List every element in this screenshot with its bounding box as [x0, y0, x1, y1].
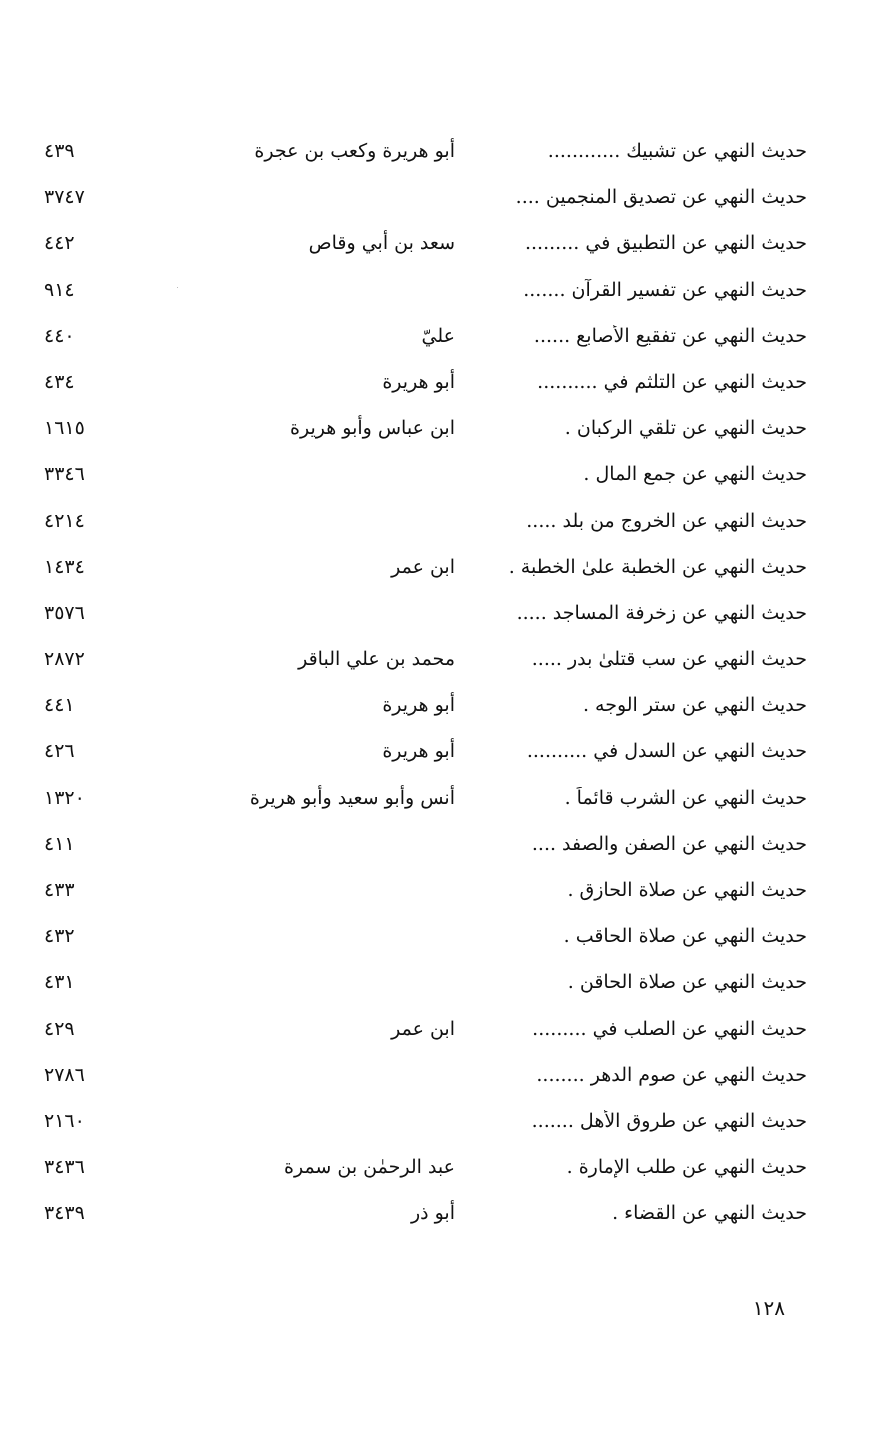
index-row [0, 917, 891, 963]
narrator-name: عليّ [421, 324, 455, 347]
narrator-name: ابن عمر [391, 555, 455, 578]
hadith-title: حديث النهي عن الصفن والصفد .... [531, 832, 807, 855]
index-row [0, 1194, 891, 1240]
hadith-title: حديث النهي عن الخروج من بلد ..... [526, 509, 807, 532]
hadith-title: حديث النهي عن تصديق المنجمين .... [515, 186, 807, 209]
index-row [0, 779, 891, 825]
hadith-number: ٣٤٣٦ [44, 1156, 85, 1179]
hadith-number: ١٣٢٠ [44, 786, 85, 809]
narrator-name: ابن عباس وأبو هريرة [290, 417, 455, 440]
hadith-title: حديث النهي عن طروق الأهل ....... [531, 1109, 807, 1132]
hadith-title: حديث النهي عن السدل في .......... [526, 740, 807, 763]
narrator-name: ابن عمر [391, 1017, 455, 1040]
narrator-name: أبو هريرة [382, 740, 455, 763]
hadith-number: ٣٤٣٩ [44, 1202, 85, 1225]
hadith-number: ٤٢٦ [44, 740, 75, 763]
hadith-number: ٤٤٠ [44, 324, 75, 347]
index-row [0, 548, 891, 594]
hadith-number: ٤٢١٤ [44, 509, 85, 532]
hadith-title: حديث النهي عن صلاة الحازق . [567, 879, 807, 901]
hadith-number: ٤٤٢ [44, 232, 75, 255]
hadith-number: ٤٣١ [44, 971, 75, 994]
index-row [0, 1102, 891, 1148]
hadith-title: حديث النهي عن التلثم في .......... [537, 370, 807, 393]
narrator-name: أبو هريرة وكعب بن عجرة [254, 140, 455, 162]
page-number: ١٢٨ [752, 1296, 785, 1320]
index-row [0, 594, 891, 640]
hadith-title: حديث النهي عن تفسير القرآن ....... [523, 278, 807, 301]
hadith-number: ٤٤١ [44, 694, 75, 717]
hadith-title: حديث النهي عن تفقيع الأصابع ...... [533, 324, 807, 347]
index-row [0, 502, 891, 548]
index-row [0, 825, 891, 871]
hadith-title: حديث النهي عن صلاة الحاقن . [567, 971, 807, 994]
hadith-title: حديث النهي عن طلب الإمارة . [566, 1156, 807, 1179]
hadith-title: حديث النهي عن الشرب قائماً . [564, 786, 807, 809]
index-row [0, 1010, 891, 1056]
index-row [0, 363, 891, 409]
narrator-name: محمد بن علي الباقر [298, 648, 455, 671]
hadith-number: ٤٣٢ [44, 925, 75, 948]
index-row [0, 317, 891, 363]
hadith-number: ١٤٣٤ [44, 555, 85, 578]
hadith-number: ١٦١٥ [44, 417, 85, 440]
hadith-title: حديث النهي عن الخطبة علىٰ الخطبة . [508, 555, 807, 578]
index-row [0, 686, 891, 732]
index-row [0, 640, 891, 686]
hadith-title: حديث النهي عن القضاء . [612, 1202, 807, 1225]
hadith-title: حديث النهي عن صوم الدهر ........ [536, 1063, 807, 1086]
hadith-title: حديث النهي عن تشبيك ............ [547, 140, 807, 162]
hadith-number: ٢٧٨٦ [44, 1063, 85, 1086]
hadith-number: ٢٨٧٢ [44, 648, 85, 671]
hadith-number: ٤٣٣ [44, 879, 75, 901]
hadith-number: ٤١١ [44, 832, 75, 855]
index-row [0, 1148, 891, 1194]
scan-speck [177, 287, 178, 288]
hadith-title: حديث النهي عن الصلب في ......... [532, 1017, 807, 1040]
hadith-number: ٩١٤ [44, 278, 75, 301]
index-row [0, 963, 891, 1009]
index-entries [0, 132, 891, 1241]
hadith-title: حديث النهي عن صلاة الحاقب . [563, 925, 807, 948]
hadith-number: ٣٥٧٦ [44, 601, 85, 624]
hadith-number: ٣٧٤٧ [44, 186, 85, 209]
hadith-title: حديث النهي عن التطبيق في ......... [524, 232, 807, 255]
hadith-title: حديث النهي عن سب قتلىٰ بدر ..... [531, 648, 807, 671]
narrator-name: أبو هريرة [382, 694, 455, 717]
narrator-name: أبو ذر [410, 1202, 455, 1225]
index-row [0, 132, 891, 178]
index-row [0, 455, 891, 501]
hadith-title: حديث النهي عن زخرفة المساجد ..... [516, 601, 807, 624]
index-row [0, 1056, 891, 1102]
narrator-name: عبد الرحمٰن بن سمرة [284, 1156, 455, 1179]
hadith-number: ٣٣٤٦ [44, 463, 85, 486]
hadith-title: حديث النهي عن جمع المال . [583, 463, 807, 486]
index-row [0, 409, 891, 455]
hadith-title: حديث النهي عن تلقي الركبان . [564, 417, 807, 440]
index-row [0, 271, 891, 317]
hadith-number: ٤٣٤ [44, 370, 75, 393]
hadith-number: ٤٣٩ [44, 140, 75, 162]
hadith-number: ٢١٦٠ [44, 1109, 85, 1132]
hadith-title: حديث النهي عن ستر الوجه . [582, 694, 807, 717]
index-row [0, 732, 891, 778]
index-row [0, 871, 891, 917]
narrator-name: أبو هريرة [382, 370, 455, 393]
narrator-name: أنس وأبو سعيد وأبو هريرة [249, 786, 455, 809]
index-row [0, 224, 891, 270]
narrator-name: سعد بن أبي وقاص [308, 232, 455, 255]
index-row [0, 178, 891, 224]
hadith-number: ٤٢٩ [44, 1017, 75, 1040]
